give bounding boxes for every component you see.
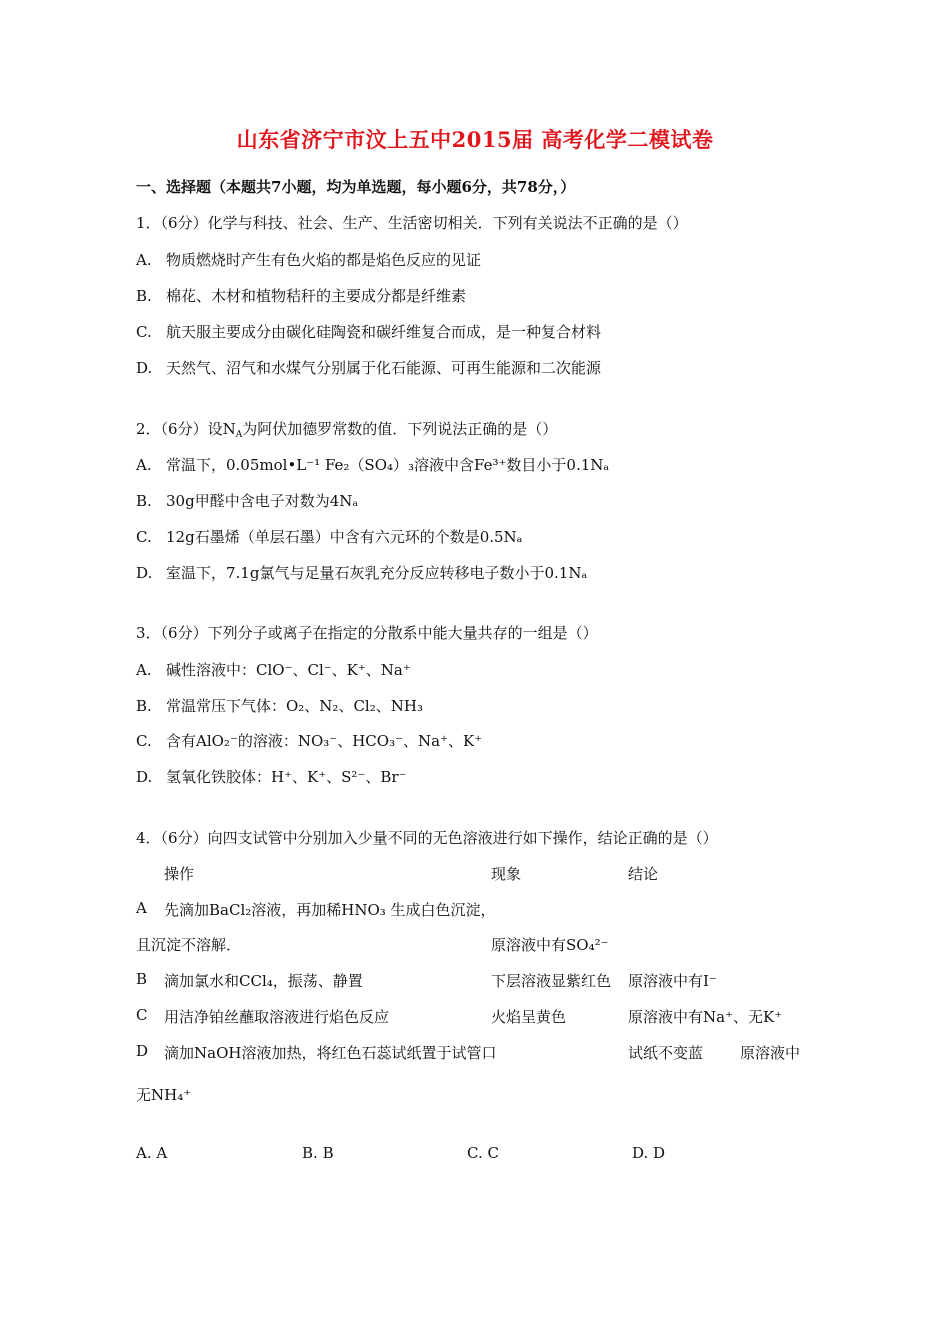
option-text: 航天服主要成分由碳化硅陶瓷和碳纤维复合而成，是一种复合材料 [166, 323, 602, 341]
page-title: 山东省济宁市汶上五中2015届 高考化学二模试卷 [236, 127, 714, 152]
option-label: B. [136, 287, 152, 305]
q2-stem-end: 为阿伏加德罗常数的值．下列说法正确的是（） [242, 420, 558, 438]
row-b-label: B [136, 970, 148, 988]
q2-stem-start: 2．（6分）设N [136, 420, 236, 438]
answer-text: B [322, 1144, 334, 1162]
option-text: 天然气、沼气和水煤气分别属于化石能源、可再生能源和二次能源 [166, 359, 602, 377]
q2-option-b[interactable] [136, 490, 358, 511]
q3-option-a[interactable] [136, 659, 411, 680]
q2-stem-subscript: A [235, 430, 243, 440]
row-c-operation: 用洁净铂丝蘸取溶液进行焰色反应 [164, 1008, 390, 1026]
option-text: 12g石墨烯（单层石墨）中含有六元环的个数是0.5Nₐ [166, 528, 523, 546]
q4-stem: 4．（6分）向四支试管中分别加入少量不同的无色溶液进行如下操作，结论正确的是（） [136, 829, 718, 847]
answer-text: A [156, 1144, 168, 1162]
option-text: 棉花、木材和植物秸秆的主要成分都是纤维素 [166, 287, 467, 305]
q3-stem: 3．（6分）下列分子或离子在指定的分散系中能大量共存的一组是（） [136, 624, 598, 642]
table-header-conclusion: 结论 [628, 865, 659, 883]
option-text: 氢氧化铁胶体：H⁺、K⁺、S²⁻、Br⁻ [166, 768, 407, 786]
row-b-phenomenon: 下层溶液显紫红色 [491, 972, 612, 990]
option-text: 物质燃烧时产生有色火焰的都是焰色反应的见证 [166, 251, 482, 269]
q3-option-c[interactable] [136, 730, 482, 751]
option-label: D. [136, 564, 153, 582]
q2-stem [136, 418, 557, 439]
option-label: B. [136, 697, 152, 715]
row-d-label: D [136, 1042, 149, 1060]
option-text: 30g甲醛中含电子对数为4Nₐ [166, 492, 359, 510]
option-text: 碱性溶液中：ClO⁻、Cl⁻、K⁺、Na⁺ [166, 661, 411, 679]
row-a-conclusion: 原溶液中有SO₄²⁻ [491, 936, 609, 954]
q4-answer-a[interactable] [136, 1144, 167, 1162]
q4-answer-d[interactable] [632, 1144, 665, 1162]
option-label: C. [136, 732, 152, 750]
option-label: A. [136, 456, 152, 474]
row-b-operation: 滴加氯水和CCl₄，振荡、静置 [164, 972, 363, 990]
answer-text: D [653, 1144, 666, 1162]
row-d-operation: 滴加NaOH溶液加热，将红色石蕊试纸置于试管口 [164, 1044, 497, 1062]
q4-answer-c[interactable] [467, 1144, 499, 1162]
option-label: C. [136, 323, 152, 341]
row-a-operation-cont: 且沉淀不溶解． [136, 936, 242, 954]
q4-answer-b[interactable] [302, 1144, 334, 1162]
row-c-phenomenon: 火焰呈黄色 [491, 1008, 567, 1026]
row-b-conclusion: 原溶液中有I⁻ [628, 972, 717, 990]
option-label: B. [136, 492, 152, 510]
q3-option-d[interactable] [136, 766, 406, 787]
row-d-phenomenon: 试纸不变蓝 [628, 1044, 704, 1062]
option-text: 常温常压下气体：O₂、N₂、Cl₂、NH₃ [166, 697, 423, 715]
option-label: D. [136, 768, 153, 786]
answer-text: C [487, 1144, 499, 1162]
q1-option-d[interactable] [136, 357, 601, 378]
q2-option-c[interactable] [136, 526, 522, 547]
option-label: A. [136, 251, 152, 269]
answer-label: B. [302, 1144, 318, 1162]
option-label: D. [136, 359, 153, 377]
row-c-conclusion: 原溶液中有Na⁺、无K⁺ [628, 1008, 783, 1026]
table-header-operation: 操作 [164, 865, 195, 883]
option-text: 常温下，0.05mol•L⁻¹ Fe₂（SO₄）₃溶液中含Fe³⁺数目小于0.1Nₐ [166, 456, 610, 474]
option-text: 含有AlO₂⁻的溶液：NO₃⁻、HCO₃⁻、Na⁺、K⁺ [166, 732, 483, 750]
q3-option-b[interactable] [136, 695, 423, 716]
option-text: 室温下，7.1g氯气与足量石灰乳充分反应转移电子数小于0.1Nₐ [166, 564, 588, 582]
row-a-label: A [136, 899, 147, 917]
table-header-phenomenon: 现象 [491, 865, 522, 883]
q2-option-a[interactable] [136, 454, 609, 475]
option-label: A. [136, 661, 152, 679]
answer-label: D. [632, 1144, 649, 1162]
q1-option-c[interactable] [136, 321, 601, 342]
answer-label: C. [467, 1144, 483, 1162]
row-d-conclusion: 原溶液中 [740, 1044, 801, 1062]
section-heading: 一、选择题（本题共7小题，均为单选题，每小题6分，共78分，） [136, 178, 576, 196]
q1-stem: 1．（6分）化学与科技、社会、生产、生活密切相关．下列有关说法不正确的是（） [136, 214, 688, 232]
row-a-operation: 先滴加BaCl₂溶液，再加稀HNO₃ 生成白色沉淀， [164, 901, 496, 919]
option-label: C. [136, 528, 152, 546]
q2-option-d[interactable] [136, 562, 587, 583]
row-d-conclusion-cont: 无NH₄⁺ [136, 1086, 192, 1104]
q1-option-a[interactable] [136, 249, 481, 270]
row-c-label: C [136, 1006, 148, 1024]
q1-option-b[interactable] [136, 285, 466, 306]
answer-label: A. [136, 1144, 152, 1162]
